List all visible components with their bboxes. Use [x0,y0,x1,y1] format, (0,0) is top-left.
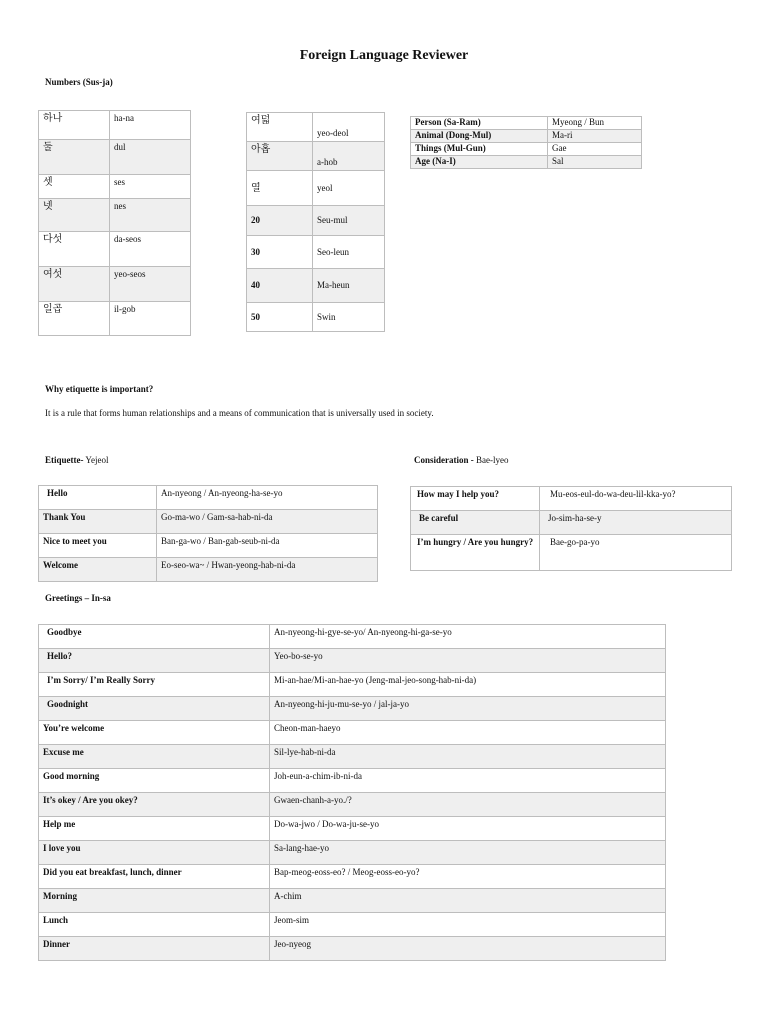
korean-phrase: Bae-go-pa-yo [540,535,732,571]
english-phrase: Excuse me [39,745,270,769]
english-phrase: Dinner [39,937,270,961]
korean-number: 여섯 [39,267,110,302]
table-row [39,625,666,649]
number-value: 30 [247,236,313,269]
etiquette-heading-rest: Yejeol [83,455,109,465]
table-row [39,232,191,267]
english-phrase: Help me [39,817,270,841]
korean-phrase: Jo-sim-ha-se-y [540,511,732,535]
numbers-heading: Numbers (Sus-ja) [45,77,113,87]
table-row [39,534,378,558]
counter-value: Sal [548,156,642,169]
greetings-heading: Greetings – In-sa [45,593,111,603]
english-phrase: Good morning [39,769,270,793]
korean-number: 둘 [39,140,110,175]
romanization: yeo-deol [313,113,385,142]
english-phrase: It’s okey / Are you okey? [39,793,270,817]
number-value: 20 [247,206,313,236]
table-row [247,171,385,206]
english-phrase: Be careful [411,511,540,535]
korean-phrase: Bap-meog-eoss-eo? / Meog-eoss-eo-yo? [270,865,666,889]
table-row [39,140,191,175]
table-row [247,113,385,142]
romanization: Seo-leun [313,236,385,269]
table-row [39,175,191,199]
english-phrase: Goodnight [39,697,270,721]
table-row [39,889,666,913]
table-row [247,269,385,303]
romanization: da-seos [110,232,191,267]
table-row [411,143,642,156]
table-row [39,913,666,937]
numbers-table-right [246,112,385,332]
korean-number: 넷 [39,199,110,232]
table-row [39,841,666,865]
table-row [247,142,385,171]
table-row [39,111,191,140]
korean-number: 셋 [39,175,110,199]
counter-value: Ma-ri [548,130,642,143]
table-row [39,302,191,336]
counter-term: Animal (Dong-Mul) [411,130,548,143]
consideration-heading [414,455,509,465]
table-row [39,673,666,697]
table-row [39,510,378,534]
romanization: Swin [313,303,385,332]
english-phrase: Hello? [39,649,270,673]
romanization: Ma-heun [313,269,385,303]
korean-number: 다섯 [39,232,110,267]
korean-phrase: Ban-ga-wo / Ban-gab-seub-ni-da [157,534,378,558]
korean-phrase: A-chim [270,889,666,913]
etiquette-table [38,485,378,582]
etiquette-heading-bold: Etiquette- [45,455,84,465]
romanization: yeo-seos [110,267,191,302]
table-row [39,697,666,721]
english-phrase: Morning [39,889,270,913]
table-row [39,199,191,232]
english-phrase: I’m hungry / Are you hungry? [411,535,540,571]
table-row [39,558,378,582]
table-row [39,793,666,817]
table-row [411,487,732,511]
korean-phrase: Cheon-man-haeyo [270,721,666,745]
korean-number: 일곱 [39,302,110,336]
english-phrase: Goodbye [39,625,270,649]
consideration-table [410,486,732,571]
table-row [39,865,666,889]
table-row [39,817,666,841]
table-row [247,303,385,332]
table-row [39,937,666,961]
korean-phrase: Eo-seo-wa~ / Hwan-yeong-hab-ni-da [157,558,378,582]
counters-table [410,116,642,169]
romanization: ha-na [110,111,191,140]
table-row [39,769,666,793]
korean-phrase: Gwaen-chanh-a-yo./? [270,793,666,817]
romanization: Seu-mul [313,206,385,236]
english-phrase: Thank You [39,510,157,534]
english-phrase: How may I help you? [411,487,540,511]
table-row [39,745,666,769]
counter-term: Things (Mul-Gun) [411,143,548,156]
greetings-table [38,624,666,961]
korean-phrase: An-nyeong-hi-gye-se-yo/ An-nyeong-hi-ga-se-yo [270,625,666,649]
english-phrase: You’re welcome [39,721,270,745]
number-value: 50 [247,303,313,332]
etiquette-heading [45,455,109,465]
table-row [411,117,642,130]
table-row [39,721,666,745]
english-phrase: Nice to meet you [39,534,157,558]
table-row [247,236,385,269]
romanization: a-hob [313,142,385,171]
korean-phrase: Joh-eun-a-chim-ib-ni-da [270,769,666,793]
korean-number: 하나 [39,111,110,140]
english-phrase: Welcome [39,558,157,582]
table-row [247,206,385,236]
korean-phrase: Mu-eos-eul-do-wa-deu-lil-kka-yo? [540,487,732,511]
page-title: Foreign Language Reviewer [299,48,469,63]
korean-phrase: Jeo-nyeog [270,937,666,961]
table-row [411,535,732,571]
number-value: 40 [247,269,313,303]
english-phrase: I love you [39,841,270,865]
korean-phrase: Sa-lang-hae-yo [270,841,666,865]
counter-term: Age (Na-I) [411,156,548,169]
table-row [411,511,732,535]
korean-phrase: Mi-an-hae/Mi-an-hae-yo (Jeng-mal-jeo-song-hab-ni-da) [270,673,666,697]
counter-term: Person (Sa-Ram) [411,117,548,130]
counter-value: Myeong / Bun [548,117,642,130]
korean-number: 아홉 [247,142,313,171]
korean-phrase: Jeom-sim [270,913,666,937]
korean-phrase: Go-ma-wo / Gam-sa-hab-ni-da [157,510,378,534]
consideration-heading-rest: Bae-lyeo [473,455,509,465]
why-heading: Why etiquette is important? [45,384,154,394]
romanization: dul [110,140,191,175]
english-phrase: Did you eat breakfast, lunch, dinner [39,865,270,889]
table-row [39,267,191,302]
table-row [39,486,378,510]
korean-phrase: Do-wa-jwo / Do-wa-ju-se-yo [270,817,666,841]
romanization: yeol [313,171,385,206]
korean-phrase: Yeo-bo-se-yo [270,649,666,673]
romanization: ses [110,175,191,199]
table-row [39,649,666,673]
why-text: It is a rule that forms human relationships and a means of communication that is universally used in society. [45,408,434,418]
numbers-table-left [38,110,191,336]
english-phrase: Lunch [39,913,270,937]
romanization: nes [110,199,191,232]
korean-phrase: An-nyeong-hi-ju-mu-se-yo / jal-ja-yo [270,697,666,721]
consideration-heading-bold: Consideration - [414,455,474,465]
korean-phrase: Sil-lye-hab-ni-da [270,745,666,769]
korean-number: 여덟 [247,113,313,142]
romanization: il-gob [110,302,191,336]
table-row [411,130,642,143]
korean-number: 열 [247,171,313,206]
counter-value: Gae [548,143,642,156]
english-phrase: I’m Sorry/ I’m Really Sorry [39,673,270,697]
korean-phrase: An-nyeong / An-nyeong-ha-se-yo [157,486,378,510]
table-row [411,156,642,169]
english-phrase: Hello [39,486,157,510]
